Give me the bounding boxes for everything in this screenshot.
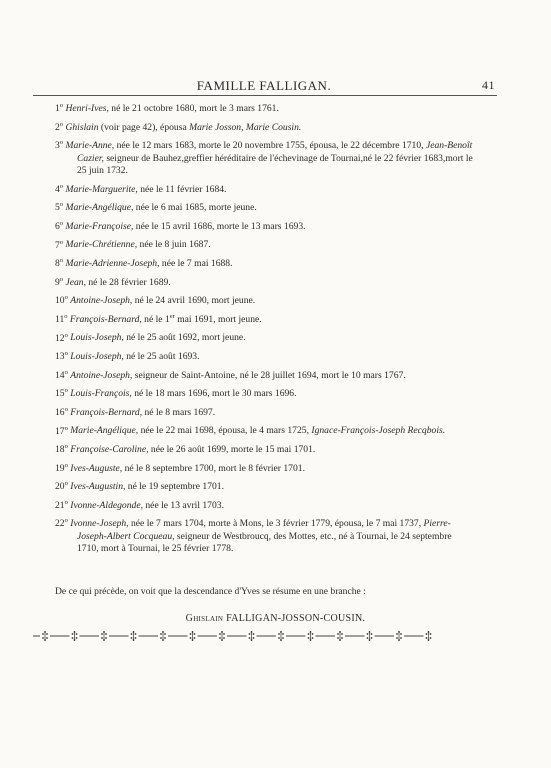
entry-name: Louis-Joseph, <box>70 351 124 363</box>
page-title: FAMILLE FALLIGAN. <box>196 78 332 93</box>
entry-name: Marie-Françoise, <box>65 220 134 232</box>
entry-text: né le 24 avril 1690, mort jeune. <box>132 295 256 307</box>
entry-name: Marie-Chrétienne, <box>65 239 138 251</box>
entry-name: Ghislain <box>65 121 99 133</box>
entry-name: François-Bernard, <box>70 406 143 418</box>
list-item <box>55 441 475 457</box>
ornament-mark <box>306 630 316 642</box>
entry-number: 5$^o$ <box>55 201 64 214</box>
entry-number: 9$^o$ <box>55 275 64 288</box>
entry-spouse: Marie Josson, Marie Cousin. <box>189 121 302 133</box>
list-item <box>55 478 475 494</box>
list-item <box>55 181 475 197</box>
ornament-mark <box>99 630 109 642</box>
entry-text: née le 22 mai 1698, épousa, le 4 mars 1725, <box>138 425 312 437</box>
entry-name: Marie-Anne, <box>65 140 115 152</box>
list-item <box>55 292 475 308</box>
ornament-mark <box>217 630 227 642</box>
entry-name: Ivonne-Aldegonde, <box>70 499 143 511</box>
ornament-mark <box>365 630 375 642</box>
entry-number: 2$^o$ <box>55 120 64 133</box>
entry-spouse: Pierre-Joseph-Albert Cocqueau, <box>77 518 451 542</box>
entry-number: 19$^o$ <box>55 461 68 474</box>
entry-text: seigneur de Bauhez,greffier héréditaire de l'échevinage de Tournai,né le 22 février 1683,mort le 25 juin 1732. <box>77 152 473 177</box>
entry-name: Marie-Angélique, <box>65 202 134 214</box>
entry-number: 16$^o$ <box>55 405 68 418</box>
ornament-mark <box>276 630 286 642</box>
entry-number: 22$^o$ <box>55 517 68 530</box>
entry-text: née le 6 mai 1685, morte jeune. <box>133 202 257 214</box>
entry-number: 12$^o$ <box>55 331 68 344</box>
entry-text: née le 12 mars 1683, morte le 20 novembre 1755, épousa, le 22 décembre 1710, <box>114 140 426 152</box>
ornament-mark <box>129 630 139 642</box>
entry-text: né le 1 <box>141 313 170 325</box>
entry-text: né le 19 septembre 1701. <box>125 481 224 493</box>
list-item <box>55 274 475 290</box>
list-item <box>55 236 475 252</box>
list-item <box>55 218 475 234</box>
list-item <box>55 367 475 383</box>
entry-number: 8$^o$ <box>55 256 64 270</box>
ornament-mark <box>70 630 80 642</box>
entry-text: (voir page 42), épousa <box>98 121 190 133</box>
list-item <box>55 460 475 476</box>
ornament-mark <box>158 630 168 642</box>
entry-number: 13$^o$ <box>55 349 68 363</box>
branch-summary <box>0 613 551 624</box>
list-item <box>55 119 475 135</box>
list-item <box>55 311 475 327</box>
entry-text: née le 7 mars 1704, morte à Mons, le 3 février 1779, épousa, le 7 mai 1737, <box>128 518 424 530</box>
entry-name: Françoise-Caroline, <box>70 444 149 456</box>
entry-text: née le 8 juin 1687. <box>137 239 211 251</box>
list-item <box>55 255 475 271</box>
entry-number: 17$^o$ <box>55 424 68 437</box>
entry-name: Henri-Ives, <box>65 103 109 115</box>
entry-number: 20$^o$ <box>55 480 68 493</box>
header-rule <box>33 95 497 96</box>
list-item <box>55 404 475 420</box>
ornament-mark <box>335 630 345 642</box>
entry-number: 15$^o$ <box>55 387 68 400</box>
list-item <box>55 422 475 438</box>
entry-text: née le 11 février 1684. <box>137 183 227 195</box>
entry-number: 11$^o$ <box>55 312 68 325</box>
entry-name: Antoine-Joseph, <box>70 369 133 381</box>
list-item <box>55 515 475 555</box>
summary-family-name: FALLIGAN-JOSSON-COUSIN. <box>223 613 366 624</box>
entry-text: né le 28 février 1689. <box>85 276 171 288</box>
entry-text: né le 8 mars 1697. <box>142 406 216 418</box>
list-item <box>55 199 475 215</box>
list-item <box>55 385 475 401</box>
entry-text: seigneur de Saint-Antoine, né le 28 juillet 1694, mort le 10 mars 1767. <box>132 369 406 381</box>
entry-number: 3$^o$ <box>55 139 64 152</box>
summary-first-name: Ghislain <box>185 613 224 624</box>
entry-text: né le 25 août 1692, mort jeune. <box>123 332 246 344</box>
entry-text: né le 18 mars 1696, mort le 30 mars 1696. <box>131 388 297 400</box>
entry-name: François-Bernard, <box>69 313 142 325</box>
entry-name: Louis-Joseph, <box>70 332 124 344</box>
genealogy-list <box>55 100 475 559</box>
entry-number: 1$^o$ <box>55 102 64 115</box>
entry-text: né le 8 septembre 1700, mort le 8 février 1701. <box>122 462 305 474</box>
entry-number: 21$^o$ <box>55 498 68 511</box>
ornament-mark <box>394 630 404 642</box>
ornament-mark <box>247 630 257 642</box>
entry-number: 18$^o$ <box>55 442 68 456</box>
list-item <box>55 329 475 345</box>
ornament-divider <box>33 629 433 643</box>
entry-text: seigneur de Westbroucq, des Mottes, etc., né à Tournai, le 24 septembre 1710, mort à Tournai, le 25 février 1778. <box>77 530 452 555</box>
entry-text: née le 26 août 1699, morte le 15 mai 1701. <box>148 444 316 456</box>
entry-number: 7$^o$ <box>55 238 64 251</box>
entry-name: Antoine-Joseph, <box>70 295 133 307</box>
entry-name: Marie-Marguerite, <box>65 183 138 195</box>
entry-number: 14$^o$ <box>55 368 68 381</box>
list-item <box>55 497 475 513</box>
conclusion-paragraph <box>33 586 493 598</box>
entry-text: née le 7 mai 1688. <box>159 258 233 270</box>
entry-number: 10$^o$ <box>55 294 68 307</box>
entry-name: Ives-Augustin, <box>70 481 126 493</box>
conclusion-text: De ce qui précède, on voit que la descendance d'Yves se résume en une branche : <box>55 586 366 597</box>
entry-text: né le 21 octobre 1680, mort le 3 mars 1761. <box>108 103 279 115</box>
entry-name: Jean, <box>65 276 86 288</box>
entry-name: Ivonne-Joseph, <box>70 518 129 530</box>
entry-text: né le 25 août 1693. <box>123 351 200 363</box>
entry-name: Marie-Angélique, <box>70 425 139 437</box>
entry-text: née le 15 avril 1686, morte le 13 mars 1693. <box>133 220 306 232</box>
entry-name: Marie-Adrienne-Joseph, <box>65 258 160 270</box>
entry-spouse: Ignace-François-Joseph Recqbois. <box>311 425 446 437</box>
ornament-mark <box>188 630 198 642</box>
list-item <box>55 100 475 116</box>
ornament-mark <box>40 630 50 642</box>
entry-text: née le 13 avril 1703. <box>142 499 224 511</box>
list-item <box>55 348 475 364</box>
ornament-mark <box>424 630 434 642</box>
entry-text: mai 1691, mort jeune. <box>174 313 262 325</box>
ordinal-superscript: er <box>169 312 175 320</box>
page-number: 41 <box>482 78 495 92</box>
entry-number: 4$^o$ <box>55 182 64 195</box>
entry-spouse: Jean-Benoît Cazier, <box>77 140 473 164</box>
list-item <box>55 137 475 177</box>
entry-number: 6$^o$ <box>55 219 64 232</box>
entry-name: Louis-François, <box>70 388 132 400</box>
entry-name: Ives-Auguste, <box>70 462 123 474</box>
